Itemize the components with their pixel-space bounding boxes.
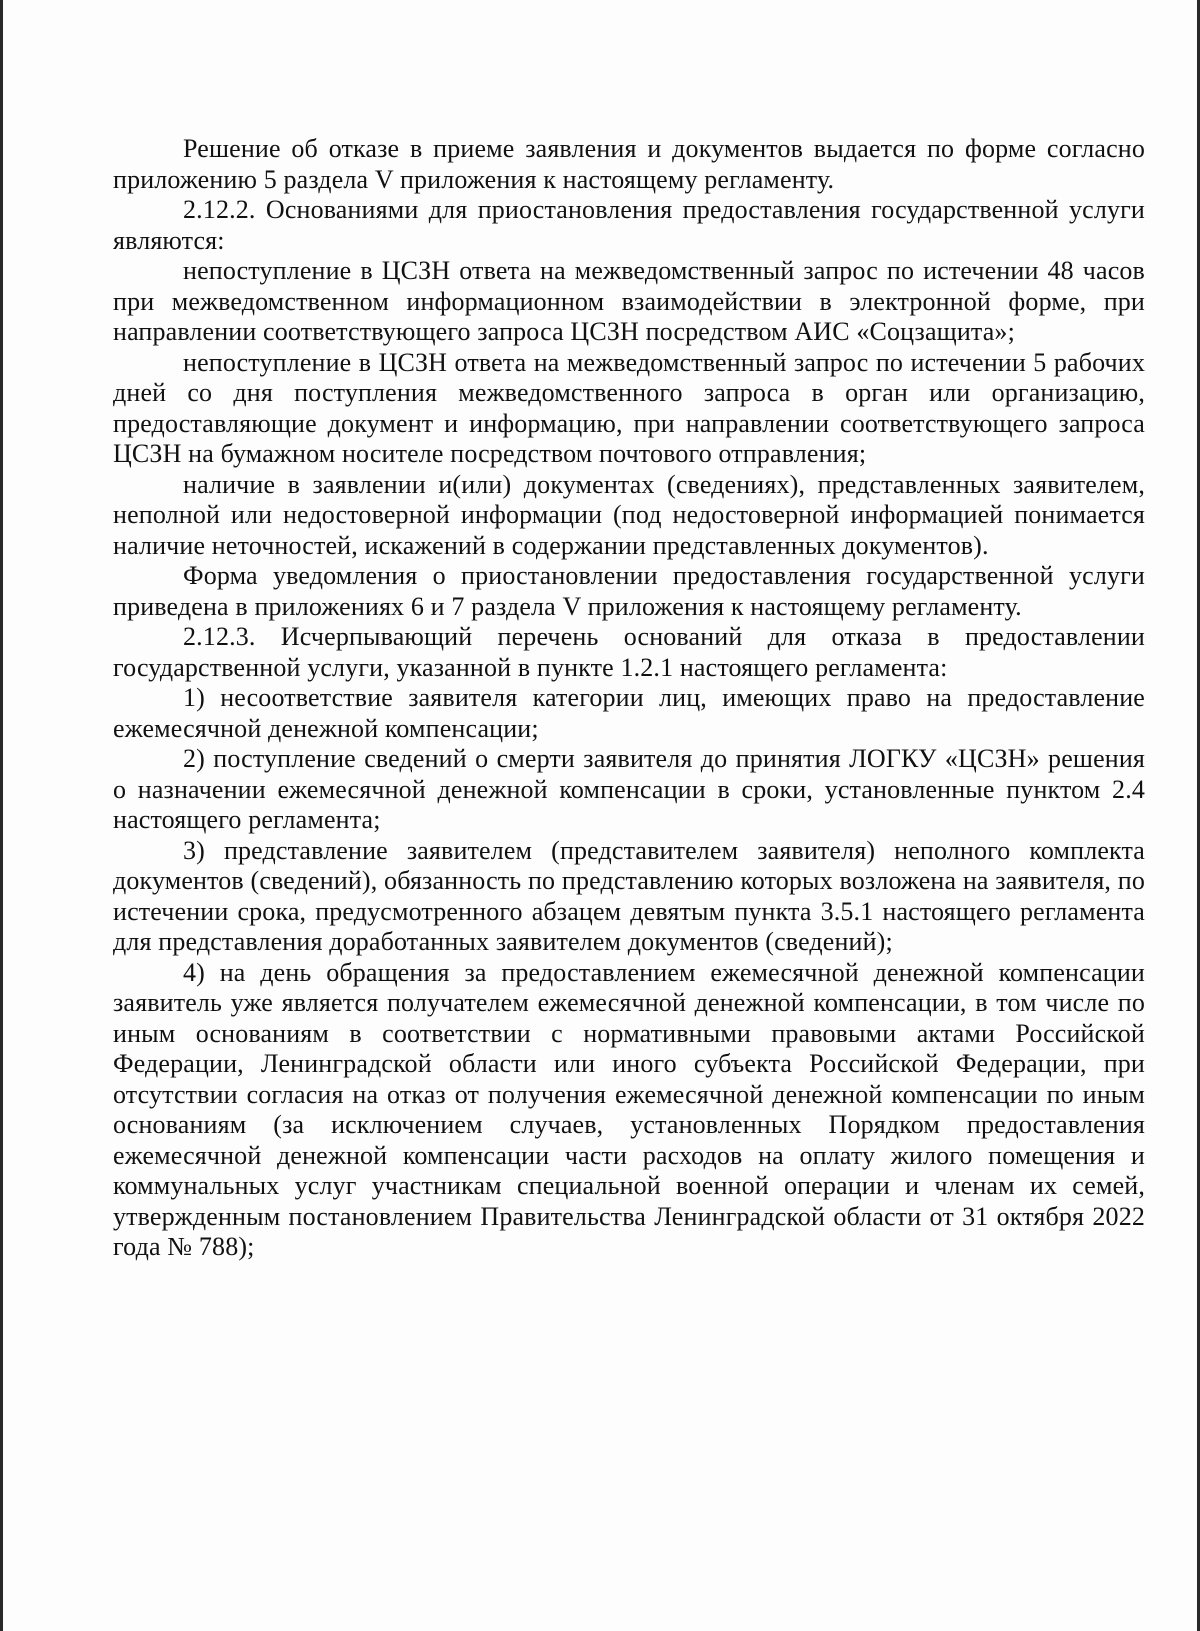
list-item-refusal-2: 2) поступление сведений о смерти заявителя до принятия ЛОГКУ «ЦСЗН» решения о назначении ежемесячной денежной компенсации в сроки, установленные пунктом 2.4 настоящего регламента; <box>113 744 1145 834</box>
scan-border-left <box>0 0 3 1631</box>
paragraph-suspension-reason-incomplete-info: наличие в заявлении и(или) документах (сведениях), представленных заявителем, неполной или недостоверной информации (под недостоверной информацией понимается наличие неточностей, искажений в содержании представленных документов). <box>113 469 1145 560</box>
document-body <box>113 134 1145 1263</box>
list-item-refusal-4: 4) на день обращения за предоставлением ежемесячной денежной компенсации заявитель уже является получателем ежемесячной денежной компенсации, в том числе по иным основаниям в соответствии с нормативными правовыми актами Российской Федерации, Ленинградской области или иного субъекта Российской Федерации, при отсутствии согласия на отказ от получения ежемесячной денежной компенсации по иным основаниям (за исключением случаев, установленных Порядком предоставления ежемесячной денежной компенсации части расходов на оплату жилого помещения и коммунальных услуг участникам специальной военной операции и членам их семей, утвержденным постановлением Правительства Ленинградской области от 31 октября 2022 года № 788); <box>113 957 1145 1261</box>
list-item-refusal-3: 3) представление заявителем (представителем заявителя) неполного комплекта документов (сведений), обязанность по представлению которых возложена на заявителя, по истечении срока, предусмотренного абзацем девятым пункта 3.5.1 настоящего регламента для представления доработанных заявителем документов (сведений); <box>113 835 1145 956</box>
paragraph-refusal-form: Решение об отказе в приеме заявления и документов выдается по форме согласно приложению 5 раздела V приложения к настоящему регламенту. <box>113 134 1145 194</box>
paragraph-suspension-reason-5-days: непоступление в ЦСЗН ответа на межведомственный запрос по истечении 5 рабочих дней со дня поступления межведомственного запроса в орган или организацию, предоставляющие документ и информацию, при направлении соответствующего запроса ЦСЗН на бумажном носителе посредством почтового отправления; <box>113 347 1145 468</box>
paragraph-2-12-2-heading: 2.12.2. Основаниями для приостановления предоставления государственной услуги являются: <box>113 195 1145 255</box>
paragraph-suspension-notice-form: Форма уведомления о приостановлении предоставления государственной услуги приведена в приложениях 6 и 7 раздела V приложения к настоящему регламенту. <box>113 561 1145 621</box>
paragraph-2-12-3-heading: 2.12.3. Исчерпывающий перечень оснований для отказа в предоставлении государственной услуги, указанной в пункте 1.2.1 настоящего регламента: <box>113 622 1145 682</box>
list-item-refusal-1: 1) несоответствие заявителя категории лиц, имеющих право на предоставление ежемесячной денежной компенсации; <box>113 683 1145 743</box>
paragraph-suspension-reason-48-hours: непоступление в ЦСЗН ответа на межведомственный запрос по истечении 48 часов при межведомственном информационном взаимодействии в электронной форме, при направлении соответствующего запроса ЦСЗН посредством АИС «Соцзащита»; <box>113 256 1145 346</box>
